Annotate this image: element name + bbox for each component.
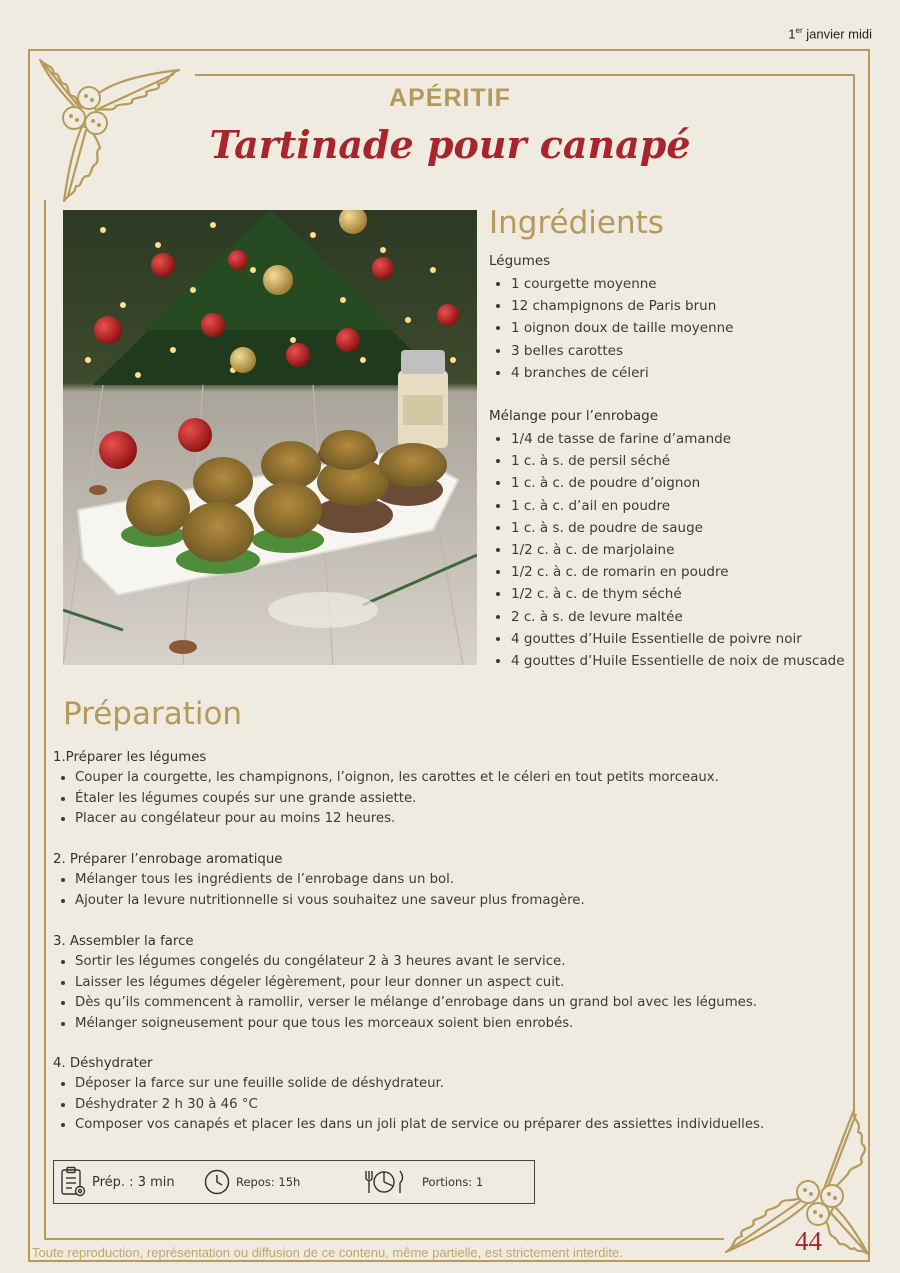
prep-step	[53, 850, 585, 911]
ingredient-item: • 1/4 de tasse de farine d’amande	[511, 428, 845, 450]
ingredient-item: • 4 gouttes d’Huile Essentielle de poivre noir	[511, 628, 845, 650]
prep-step-item: • Déposer la farce sur une feuille solide de déshydrateur.	[75, 1074, 764, 1095]
recipe-title: Tartinade pour canapé	[209, 122, 691, 167]
prep-step	[53, 748, 719, 830]
inner-frame-bottom	[44, 1238, 724, 1240]
prep-step-list	[53, 952, 757, 1034]
portions-label: Portions: 1	[422, 1175, 484, 1189]
prep-step-list	[53, 768, 719, 830]
rest-time	[204, 1161, 300, 1203]
prep-step-item: • Dès qu’ils commencent à ramollir, verser le mélange d’enrobage dans un grand bol avec les légumes.	[75, 993, 757, 1014]
prep-step-item: • Ajouter la levure nutritionnelle si vous souhaitez une saveur plus fromagère.	[75, 891, 585, 912]
prep-step-item: • Placer au congélateur pour au moins 12 heures.	[75, 809, 719, 830]
ingredient-group-title: Mélange pour l’enrobage	[489, 408, 659, 424]
ingredient-item: • 3 belles carottes	[511, 340, 734, 362]
ingredient-group-title: Légumes	[489, 253, 551, 269]
ingredient-item: • 1/2 c. à c. de romarin en poudre	[511, 561, 845, 583]
prep-time-label: Prép. : 3 min	[92, 1174, 175, 1190]
ingredient-group-coating	[489, 408, 845, 672]
ingredient-item: • 1 c. à s. de poudre de sauge	[511, 517, 845, 539]
prep-step-item: • Mélanger tous les ingrédients de l’enrobage dans un bol.	[75, 870, 585, 891]
prep-step-title: 3. Assembler la farce	[53, 934, 194, 949]
prep-step-title: 1.Préparer les légumes	[53, 750, 207, 765]
prep-step	[53, 1054, 764, 1136]
inner-frame-top	[195, 74, 855, 76]
rest-time-label: Repos: 15h	[236, 1175, 301, 1189]
ingredient-item: • 12 champignons de Paris brun	[511, 295, 734, 317]
ingredient-item: • 1 courgette moyenne	[511, 273, 734, 295]
recipe-info-box	[53, 1160, 535, 1204]
prep-step-title: 4. Déshydrater	[53, 1056, 153, 1071]
prep-step-item: • Composer vos canapés et placer les dans un joli plat de service ou préparer des assiettes individuelles.	[75, 1115, 764, 1136]
ingredient-item: • 4 branches de céleri	[511, 362, 734, 384]
prep-step	[53, 932, 757, 1034]
portions	[362, 1161, 483, 1203]
prep-step-item: • Déshydrater 2 h 30 à 46 °C	[75, 1095, 764, 1116]
ingredient-list	[489, 273, 734, 384]
ingredient-group-vegetables	[489, 253, 734, 384]
ingredient-item: • 1 oignon doux de taille moyenne	[511, 317, 734, 339]
prep-step-item: • Laisser les légumes dégeler légèrement, pour leur donner un aspect cuit.	[75, 973, 757, 994]
ingredient-item: • 1/2 c. à c. de thym séché	[511, 583, 845, 605]
ingredient-item: • 1/2 c. à c. de marjolaine	[511, 539, 845, 561]
prep-time	[60, 1161, 175, 1203]
clock-icon	[204, 1169, 230, 1195]
ingredient-item: • 1 c. à c. d’ail en poudre	[511, 495, 845, 517]
inner-frame-left	[44, 200, 46, 1240]
recipe-photo	[63, 210, 477, 665]
prep-step-list	[53, 1074, 764, 1136]
ingredient-item: • 2 c. à s. de levure maltée	[511, 606, 845, 628]
prep-step-item: • Étaler les légumes coupés sur une grande assiette.	[75, 789, 719, 810]
plate-cutlery-icon	[362, 1168, 406, 1196]
prep-step-item: • Couper la courgette, les champignons, l’oignon, les carottes et le céleri en tout petits morceaux.	[75, 768, 719, 789]
copyright-notice: Toute reproduction, représentation ou diffusion de ce contenu, même partielle, est strictement interdite.	[32, 1245, 623, 1260]
prep-step-item: • Mélanger soigneusement pour que tous les morceaux soient bien enrobés.	[75, 1014, 757, 1035]
ingredient-list	[489, 428, 845, 672]
ingredient-item: • 1 c. à c. de poudre d’oignon	[511, 472, 845, 494]
date-label: 1er janvier midi	[788, 26, 872, 42]
ingredient-item: • 1 c. à s. de persil séché	[511, 450, 845, 472]
prep-step-title: 2. Préparer l’enrobage aromatique	[53, 852, 283, 867]
recipe-category: APÉRITIF	[389, 84, 511, 112]
preparation-heading: Préparation	[63, 696, 243, 732]
page-number: 44	[795, 1226, 822, 1256]
prep-step-item: • Sortir les légumes congelés du congélateur 2 à 3 heures avant le service.	[75, 952, 757, 973]
ingredients-heading: Ingrédients	[489, 205, 664, 241]
inner-frame-right	[853, 74, 855, 1114]
prep-step-list	[53, 870, 585, 911]
ingredient-item: • 4 gouttes d’Huile Essentielle de noix de muscade	[511, 650, 845, 672]
checklist-icon	[60, 1166, 86, 1198]
